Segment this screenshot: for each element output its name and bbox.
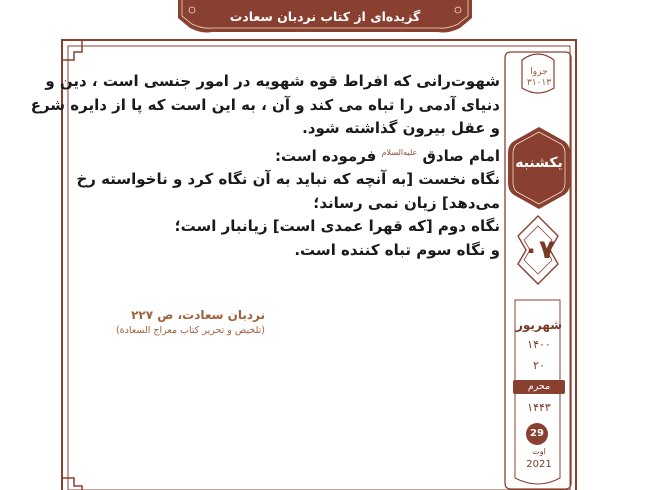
day-name: یکشنبه <box>515 155 563 171</box>
volume-label-text: جزوا <box>530 67 548 77</box>
volume-value: ۳۱۰۱۳ <box>526 78 552 88</box>
text-line: می‌دهد] زیان نمی رساند؛ <box>313 193 500 212</box>
month-name: شهریور <box>515 318 563 332</box>
solar-year: ۱۴۰۰ <box>527 338 551 351</box>
imam-name: امام صادق <box>422 146 500 165</box>
gregorian-day-badge: 29 <box>526 423 548 445</box>
text-line: دنیای آدمی را تباه می کند و آن ، به این است که پا از دایره شرع <box>30 95 500 114</box>
top-banner <box>178 0 472 40</box>
banner-title: گزیده‌ای از کتاب نردبان سعادت <box>229 9 421 24</box>
text-line: شهوت‌رانی که افراط قوه شهویه در امور جنسی است ، دین و <box>45 72 500 90</box>
lunar-month-badge: محرم <box>513 380 565 394</box>
text-line: و نگاه سوم تباه کننده است. <box>294 240 500 259</box>
lunar-year: ۱۴۴۳ <box>527 401 551 414</box>
lunar-day: ۲۰ <box>533 359 545 372</box>
day-name-badge <box>508 127 570 209</box>
gregorian-year: 2021 <box>526 459 552 470</box>
source-subtitle: (تلخیص و تحریر کتاب معراج السعادة) <box>115 325 265 336</box>
salawat-mark: علیه‌السلام <box>381 147 418 157</box>
source-title: نردبان سعادت، ص ۲۲۷ <box>131 308 265 322</box>
text-line: نگاه دوم [که قهرا عمدی است] زیانبار است؛ <box>174 217 500 235</box>
source-citation <box>75 308 265 336</box>
quote-text <box>30 70 500 262</box>
gregorian-month: اوت <box>532 447 546 456</box>
text-line: نگاه نخست [به آنچه که نباید به آن نگاه کرد و ناخواسته رخ <box>76 170 500 188</box>
day-number: ۰۷ <box>523 235 555 265</box>
text-line: و عقل بیرون گذاشته شود. <box>302 119 500 137</box>
volume-label <box>505 67 573 89</box>
calendar-column <box>505 55 573 485</box>
text-line <box>75 141 500 169</box>
said-text: فرموده است: <box>274 146 377 165</box>
